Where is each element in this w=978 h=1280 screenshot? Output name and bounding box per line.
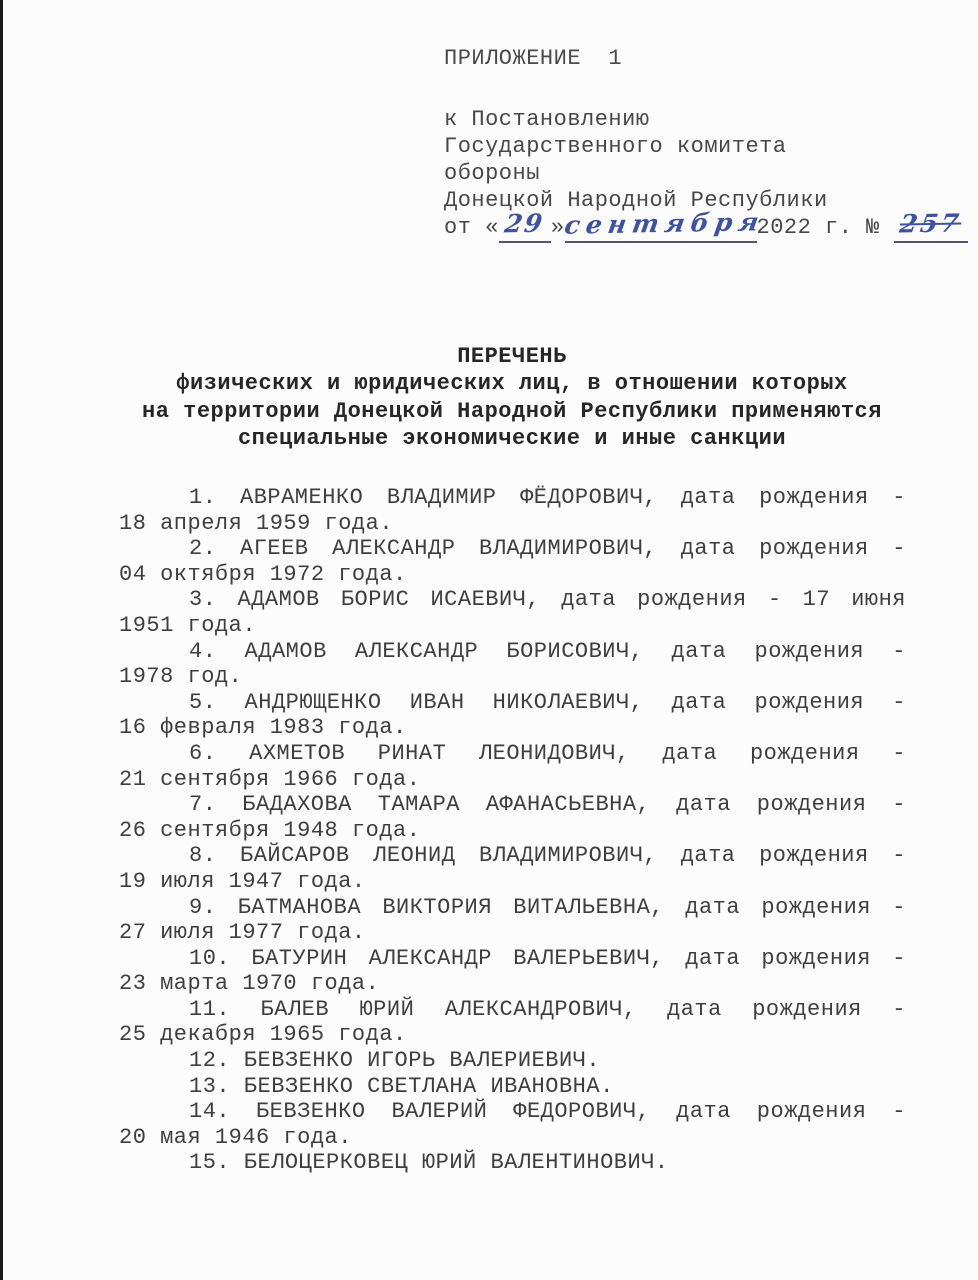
list-item-continuation-line: 26 сентября 1948 года. [119, 817, 421, 843]
handwritten-day: 29 [503, 208, 547, 239]
list-item-first-line: 2. АГЕЕВ АЛЕКСАНДР ВЛАДИМИРОВИЧ, дата рождения - [189, 536, 906, 562]
list-item-continuation-line: 16 февраля 1983 года. [119, 715, 407, 741]
date-year-part: 2022 г. № [756, 215, 880, 240]
decree-date-line [444, 207, 964, 243]
list-item-continuation-line: 20 мая 1946 года. [119, 1124, 352, 1150]
scan-edge-strip [0, 0, 3, 1280]
date-prefix: от « [444, 215, 499, 240]
month-blank-underline [562, 207, 767, 243]
title-line: ПЕРЕЧЕНЬ [457, 344, 567, 369]
list-item-continuation-line: 21 сентября 1966 года. [119, 766, 421, 792]
decree-reference-block [444, 106, 964, 243]
day-blank-underline [499, 208, 551, 243]
title-line: специальные экономические и иные санкции [237, 426, 787, 452]
list-item-first-line: 5. АНДРЮЩЕНКО ИВАН НИКОЛАЕВИЧ, дата рождения - [189, 689, 906, 715]
list-item-first-line: 11. БАЛЕВ ЮРИЙ АЛЕКСАНДРОВИЧ, дата рождения - [189, 996, 906, 1022]
list-item-first-line: 1. АВРАМЕНКО ВЛАДИМИР ФЁДОРОВИЧ, дата рождения - [189, 485, 906, 510]
list-item-first-line: 14. БЕВЗЕНКО ВАЛЕРИЙ ФЕДОРОВИЧ, дата рождения - [189, 1099, 906, 1125]
list-item-continuation-line: 19 июля 1947 года. [119, 868, 366, 894]
sanctions-list [119, 485, 906, 1176]
list-item-continuation-line: 23 марта 1970 года. [119, 971, 380, 997]
decree-reference-line: Государственного комитета [444, 134, 787, 159]
list-item-continuation-line: 27 июля 1977 года. [119, 920, 366, 946]
decree-reference-line: к Постановлению [444, 107, 650, 132]
list-item-continuation-line: 1978 год. [119, 664, 243, 690]
list-item-first-line: 13. БЕВЗЕНКО СВЕТЛАНА ИВАНОВНА. [189, 1073, 614, 1099]
handwritten-decree-number: 257 [897, 208, 964, 239]
list-item-first-line: 10. БАТУРИН АЛЕКСАНДР ВАЛЕРЬЕВИЧ, дата рождения - [189, 945, 906, 971]
number-blank-underline [894, 208, 968, 243]
date-close-quote: » [550, 215, 565, 240]
appendix-label: ПРИЛОЖЕНИЕ 1 [444, 46, 623, 71]
list-item-first-line: 3. АДАМОВ БОРИС ИСАЕВИЧ, дата рождения - 17 июня [189, 587, 906, 613]
decree-reference-line: обороны [444, 161, 540, 186]
list-item-first-line: 7. БАДАХОВА ТАМАРА АФАНАСЬЕВНА, дата рождения - [189, 792, 906, 818]
list-item-first-line: 8. БАЙСАРОВ ЛЕОНИД ВЛАДИМИРОВИЧ, дата рождения - [189, 843, 906, 869]
handwritten-month: сентября [562, 207, 767, 240]
document-title-block [118, 343, 906, 453]
list-item-first-line: 15. БЕЛОЦЕРКОВЕЦ ЮРИЙ ВАЛЕНТИНОВИЧ. [189, 1150, 669, 1176]
list-item-first-line: 4. АДАМОВ АЛЕКСАНДР БОРИСОВИЧ, дата рождения - [189, 638, 906, 664]
list-item-continuation-line: 04 октября 1972 года. [119, 561, 407, 587]
list-item-first-line: 9. БАТМАНОВА ВИКТОРИЯ ВИТАЛЬЕВНА, дата рождения - [189, 894, 906, 920]
title-line: физических и юридических лиц, в отношении которых [176, 371, 848, 397]
list-item-continuation-line: 18 апреля 1959 года. [119, 510, 394, 536]
list-item-first-line: 6. АХМЕТОВ РИНАТ ЛЕОНИДОВИЧ, дата рождения - [189, 740, 906, 766]
list-item-continuation-line: 1951 года. [119, 612, 257, 638]
title-line: на территории Донецкой Народной Республики применяются [142, 398, 882, 424]
decree-reference-line: Донецкой Народной Республики [444, 188, 828, 213]
list-item-first-line: 12. БЕВЗЕНКО ИГОРЬ ВАЛЕРИЕВИЧ. [189, 1048, 601, 1074]
list-item-continuation-line: 25 декабря 1965 года. [119, 1022, 407, 1048]
